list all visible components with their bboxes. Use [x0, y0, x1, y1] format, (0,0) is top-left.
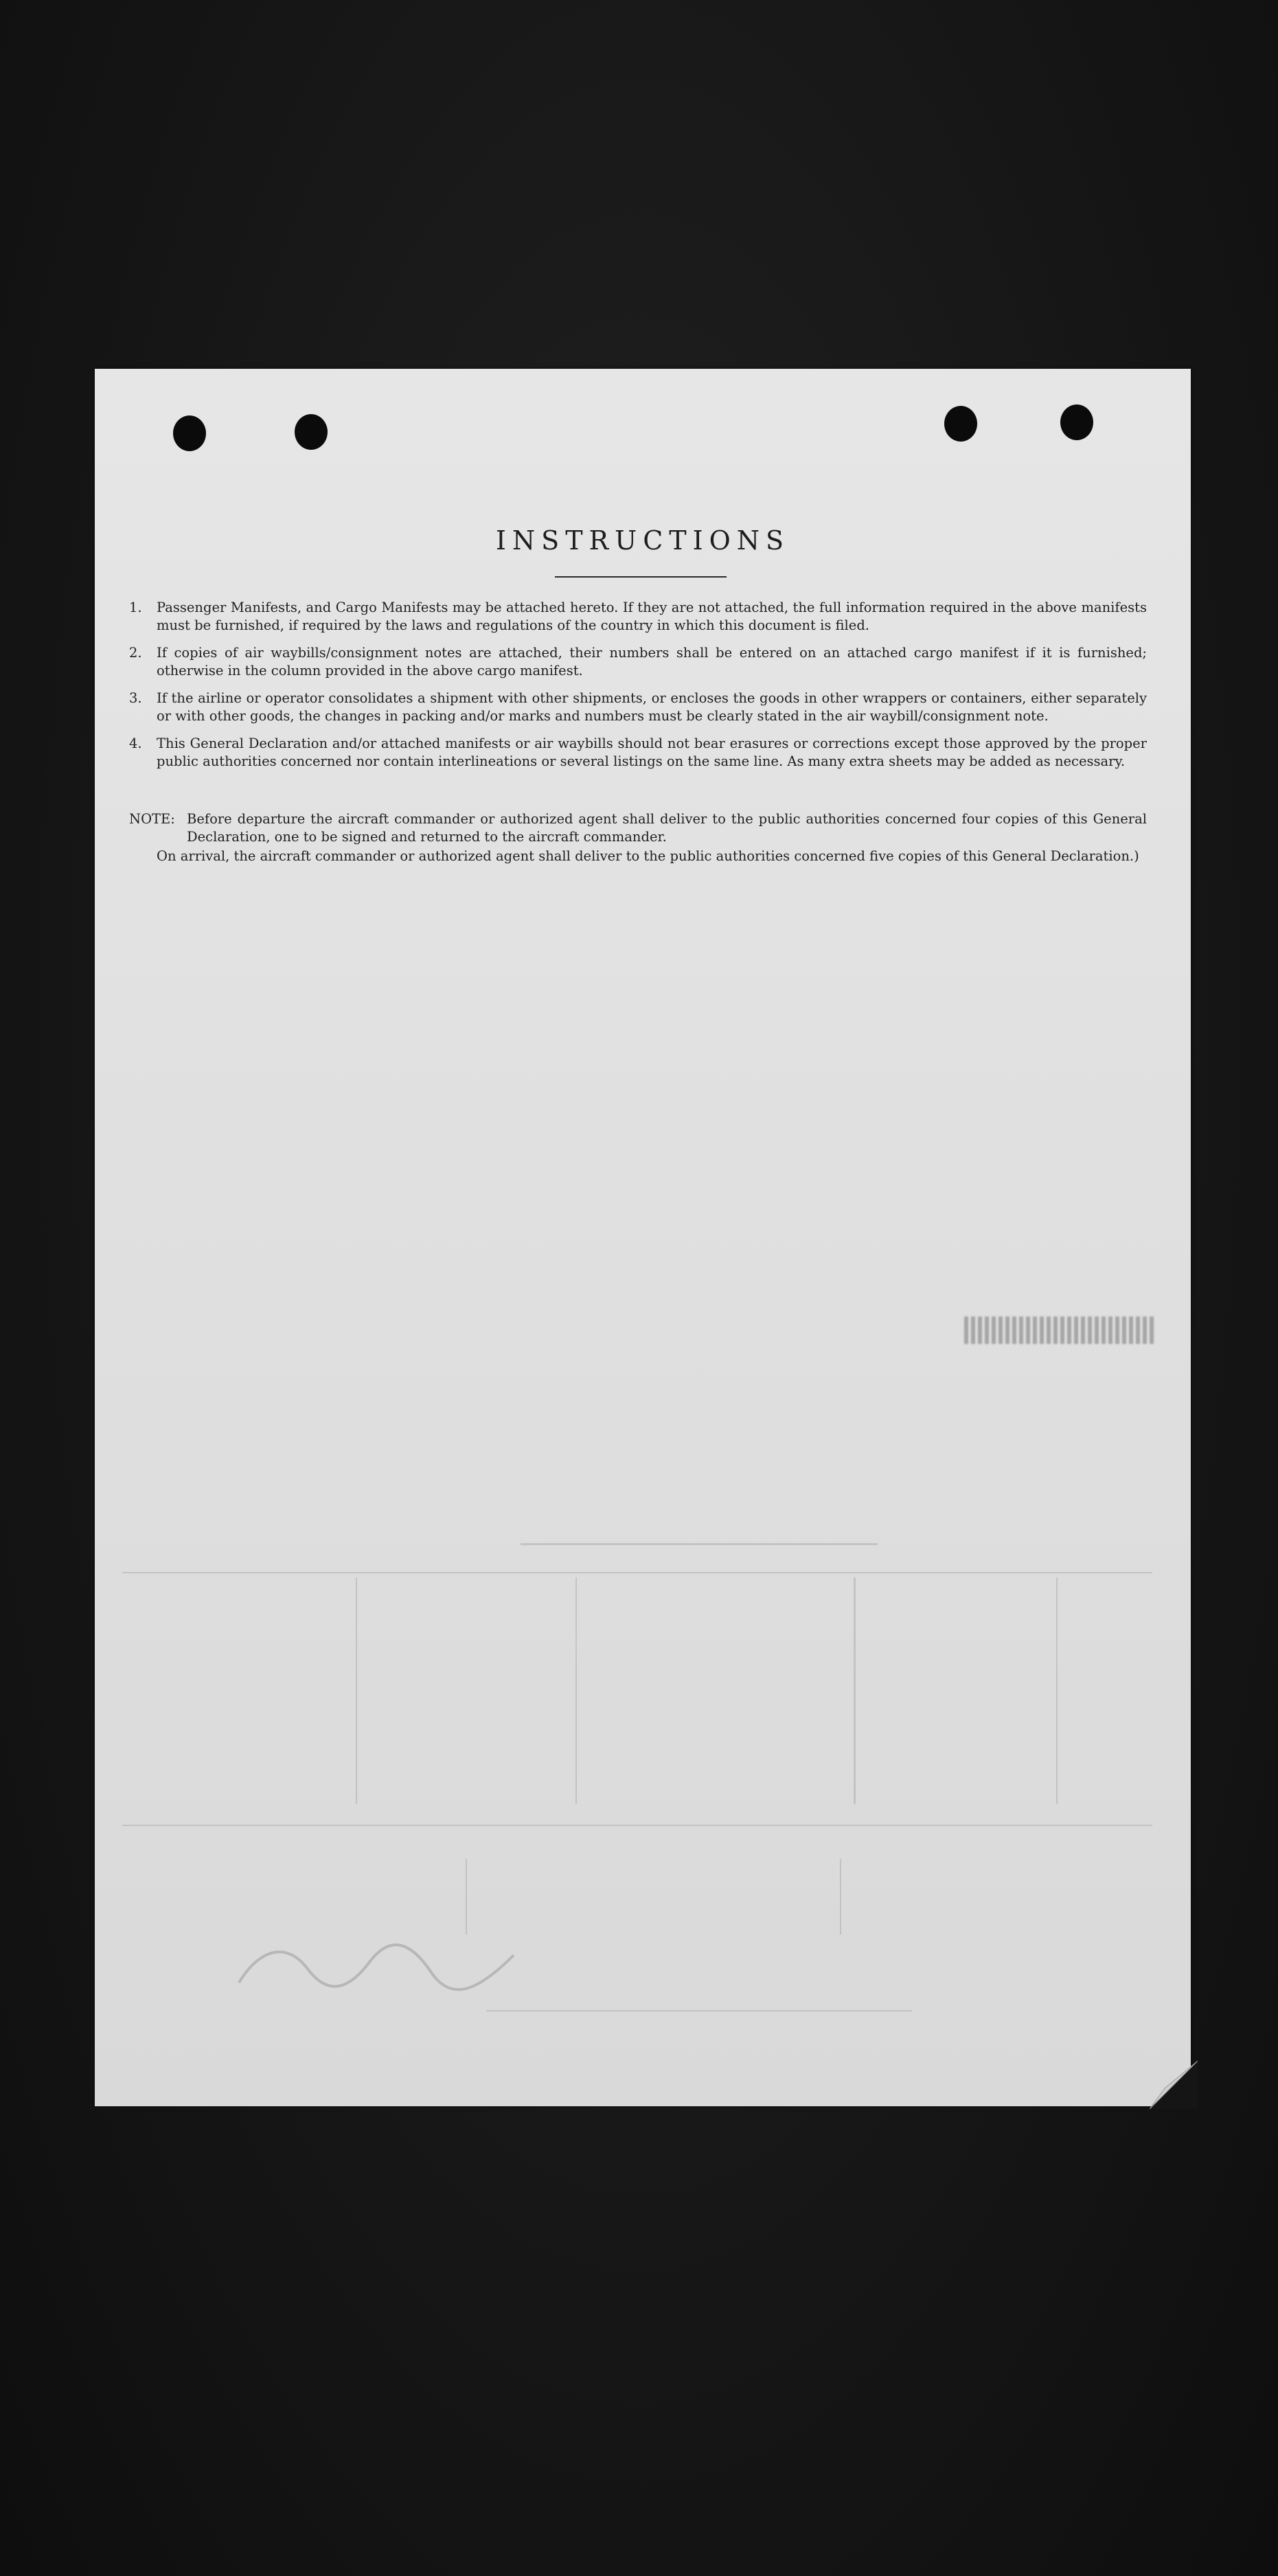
- item-number: 2.: [129, 645, 142, 661]
- bleed-through-rule: [466, 1859, 467, 1935]
- bleed-through-rule: [840, 1859, 841, 1935]
- item-text: Passenger Manifests, and Cargo Manifests may be attached hereto. If they are not attached, the full information required in the above manifests must be furnished, if required by the laws and regulations of the country in which this document is filed.: [157, 600, 1147, 633]
- page-title: INSTRUCTIONS: [495, 525, 790, 556]
- item-number: 1.: [129, 600, 142, 615]
- bleed-through-rule: [122, 1825, 1152, 1826]
- list-item: [129, 644, 1147, 680]
- list-item: [129, 689, 1147, 725]
- item-text: This General Declaration and/or attached manifests or air waybills should not bear erasures or corrections except those approved by the proper public authorities concerned nor contain interlineations or several listings on the same line. As many extra sheets may be added as necessary.: [157, 736, 1147, 769]
- bleed-through-rule: [356, 1577, 357, 1804]
- bleed-through-rule: [1056, 1577, 1058, 1804]
- item-text: If copies of air waybills/consignment notes are attached, their numbers shall be entered on an attached cargo manifest if it is furnished; otherwise in the column provided in the above cargo manifest.: [157, 645, 1147, 679]
- bleed-through-signature: [232, 1935, 521, 1996]
- item-number: 4.: [129, 736, 142, 751]
- punch-hole: [1060, 404, 1093, 440]
- list-item: [129, 599, 1147, 635]
- punch-hole: [173, 415, 206, 451]
- punch-hole: [295, 414, 328, 450]
- item-number: 3.: [129, 690, 142, 706]
- bleed-through-rule: [521, 1543, 878, 1545]
- folded-corner: [1150, 2061, 1198, 2109]
- bleed-through-rule: [122, 1572, 1152, 1573]
- note-arrival-text: On arrival, the aircraft commander or authorized agent shall deliver to the public authorities concerned five copies of this General Declaration.): [157, 848, 1139, 864]
- punch-hole: [944, 406, 977, 442]
- bleed-through-stamp: [961, 1317, 1154, 1344]
- bleed-through-rule: [854, 1577, 856, 1804]
- note-departure-text: Before departure the aircraft commander or authorized agent shall deliver to the public authorities concerned four copies of this General Declaration, one to be signed and returned to the aircraft commander.: [187, 811, 1147, 845]
- instructions-list: [129, 599, 1147, 780]
- bleed-through-rule: [575, 1577, 577, 1804]
- item-text: If the airline or operator consolidates a shipment with other shipments, or encloses the goods in other wrappers or containers, either separately or with other goods, the changes in packing and/or marks and numbers must be clearly stated in the air waybill/consignment note.: [157, 690, 1147, 724]
- list-item: [129, 735, 1147, 771]
- bleed-through-rule: [486, 2010, 912, 2011]
- document-page: [95, 369, 1191, 2106]
- title-underline: [555, 576, 727, 578]
- note-section: [129, 810, 1147, 865]
- note-label: NOTE:: [129, 811, 175, 827]
